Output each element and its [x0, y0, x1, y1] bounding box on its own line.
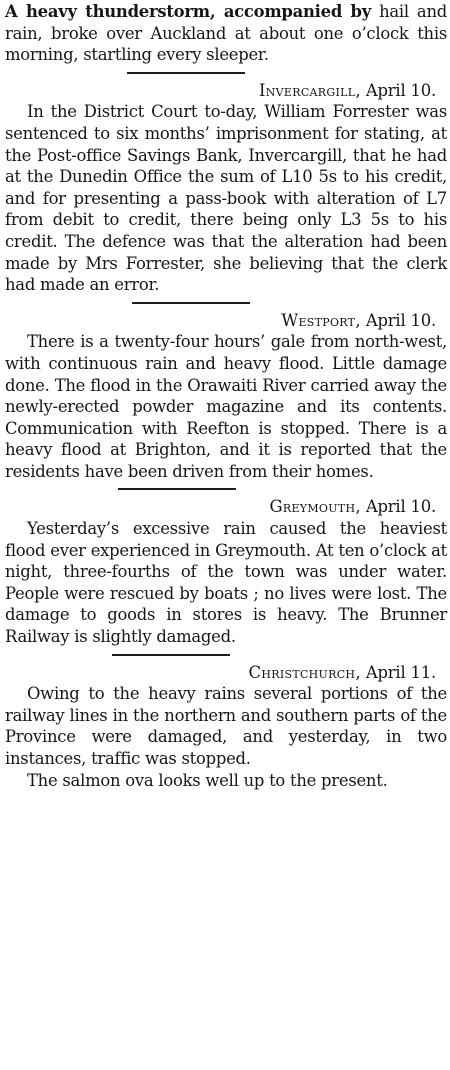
article-westport	[0, 331, 450, 482]
dateline-greymouth	[0, 496, 450, 518]
dateline-place: Greymouth,	[269, 497, 361, 517]
article-christchurch-salmon	[0, 770, 450, 792]
dateline-date: April 10.	[365, 80, 436, 100]
article-lead: A heavy thunderstorm, accompanied by	[5, 2, 372, 21]
section-divider	[112, 654, 230, 656]
dateline-westport	[0, 310, 450, 332]
article-body: Owing to the heavy rains several portions of the railway lines in the northern and southern parts of the Province were damaged, and yesterday, in two instances, traffic was stopped.	[5, 684, 447, 768]
dateline-date: April 10.	[365, 310, 436, 330]
dateline-date: April 10.	[365, 497, 436, 517]
dateline-place: Westport,	[281, 310, 361, 330]
article-invercargill	[0, 101, 450, 295]
article-greymouth	[0, 518, 450, 648]
dateline-date: April 11.	[365, 662, 436, 682]
article-body: The salmon ova looks well up to the present.	[27, 770, 388, 790]
section-divider	[118, 488, 236, 490]
dateline-invercargill	[0, 80, 450, 102]
article-body: hail and rain, broke over Auckland at about one o’clock this morning, startling every sleeper.	[5, 2, 447, 65]
dateline-place: Invercargill,	[258, 80, 361, 100]
dateline-christchurch	[0, 662, 450, 684]
article-auckland	[0, 0, 450, 66]
section-divider	[127, 72, 245, 74]
article-body: Yesterday’s excessive rain caused the heaviest flood ever experienced in Greymouth. At ten o’clock at night, three-fourths of the town was under water. People were rescued by boats ; no lives were lost. The damage to goods in stores is heavy. The Brunner Railway is slightly damaged.	[5, 519, 447, 647]
section-divider	[132, 302, 250, 304]
dateline-place: Christchurch,	[248, 662, 361, 682]
article-body: There is a twenty-four hours’ gale from north-west, with continuous rain and heavy flood. Little damage done. The flood in the Orawaiti River carried away the newly-erected powder magazine and its contents. Communication with Reefton is stopped. There is a heavy flood at Brighton, and it is reported that the residents have been driven from their homes.	[5, 332, 447, 481]
article-christchurch	[0, 683, 450, 769]
article-body: In the District Court to-day, William Forrester was sentenced to six months’ imprisonment for stating, at the Post-office Savings Bank, Invercargill, that he had at the Dunedin Office the sum of L10 5s to his credit, and for presenting a pass-book with alteration of L7 from debit to credit, there being only L3 5s to his credit. The defence was that the alteration had been made by Mrs Forrester, she believing that the clerk had made an error.	[5, 102, 447, 295]
